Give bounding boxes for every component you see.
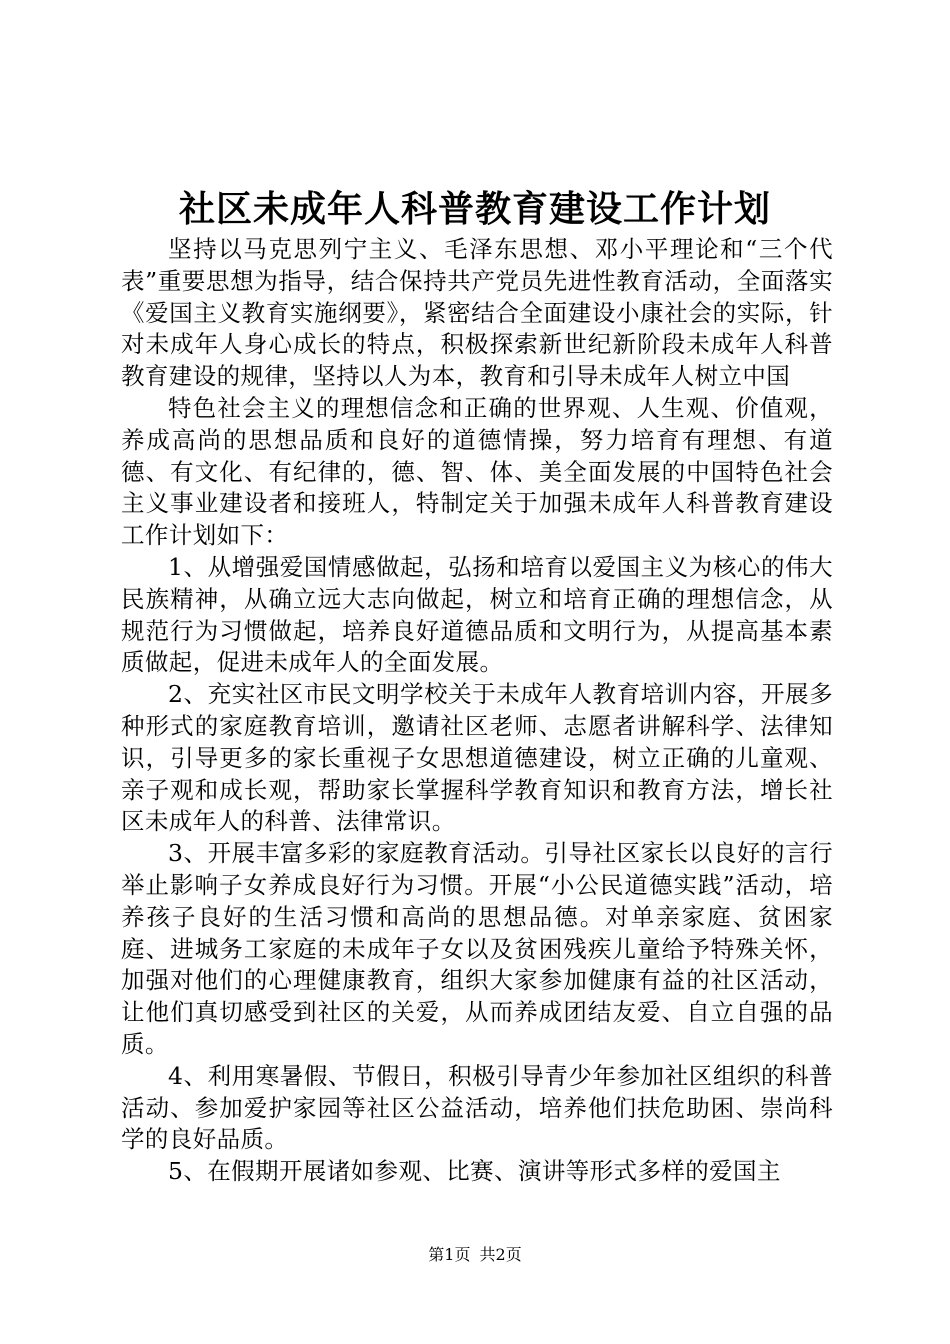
document-body (121, 234, 833, 1188)
paragraph-item-5: 5、在假期开展诸如参观、比赛、演讲等形式多样的爱国主 (168, 1157, 781, 1186)
paragraph-item-1: 1、从增强爱国情感做起，弘扬和培育以爱国主义为核心的伟大民族精神，从确立远大志向做起，树立和培育正确的理想信念，从规范行为习惯做起，培养良好道德品质和文明行为，从提高基本素质做起，促进未成年人的全面发展。 (121, 552, 833, 677)
paragraph-item-2: 2、充实社区市民文明学校关于未成年人教育培训内容，开展多种形式的家庭教育培训，邀请社区老师、志愿者讲解科学、法律知识，引导更多的家长重视子女思想道德建设，树立正确的儿童观、亲子观和成长观，帮助家长掌握科学教育知识和教育方法，增长社区未成年人的科普、法律常识。 (121, 680, 833, 836)
paragraph-item-3: 3、开展丰富多彩的家庭教育活动。引导社区家长以良好的言行举止影响子女养成良好行为习惯。开展“小公民道德实践”活动，培养孩子良好的生活习惯和高尚的思想品德。对单亲家庭、贫困家庭、进城务工家庭的未成年子女以及贫困残疾儿童给予特殊关怀，加强对他们的心理健康教育，组织大家参加健康有益的社区活动，让他们真切感受到社区的关爱，从而养成团结友爱、自立自强的品质。 (121, 839, 833, 1058)
page-total: 共2页 (479, 1245, 522, 1264)
document-title: 社区未成年人科普教育建设工作计划 (178, 188, 771, 230)
paragraph-intro: 坚持以马克思列宁主义、毛泽东思想、邓小平理论和“三个代表”重要思想为指导，结合保持共产党员先进性教育活动，全面落实《爱国主义教育实施纲要》，紧密结合全面建设小康社会的实际，针对未成年人身心成长的特点，积极探索新世纪新阶段未成年人科普教育建设的规律，坚持以人为本，教育和引导未成年人树立中国 (121, 235, 833, 391)
page-footer (0, 1244, 950, 1266)
paragraph-item-4: 4、利用寒暑假、节假日，积极引导青少年参加社区组织的科普活动、参加爱护家园等社区公益活动，培养他们扶危助困、崇尚科学的良好品质。 (121, 1061, 833, 1154)
paragraph-goals: 特色社会主义的理想信念和正确的世界观、人生观、价值观，养成高尚的思想品质和良好的道德情操，努力培育有理想、有道德、有文化、有纪律的，德、智、体、美全面发展的中国特色社会主义事业建设者和接班人，特制定关于加强未成年人科普教育建设工作计划如下： (121, 393, 833, 550)
page-number: 第1页 (428, 1245, 471, 1264)
